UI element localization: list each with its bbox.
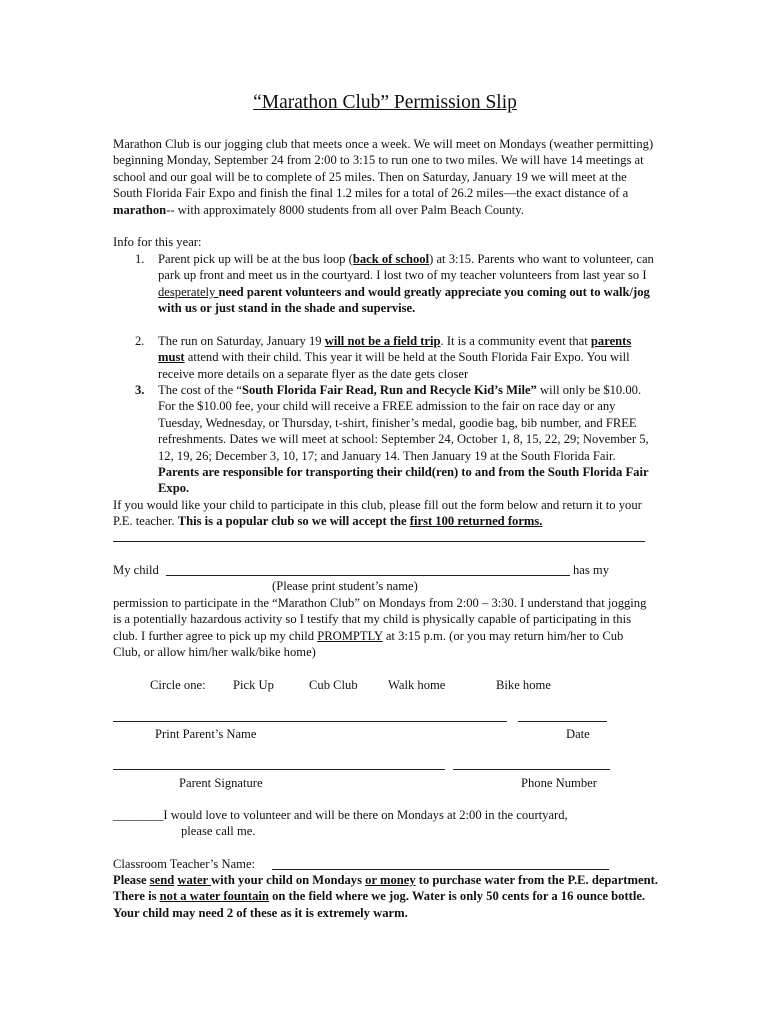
parent-signature-label: Parent Signature bbox=[179, 776, 263, 790]
item-3-bold: South Florida Fair Read, Run and Recycle Kid’s Mile” bbox=[241, 383, 537, 397]
item-2-part: attend with their child. This year it will be held at the South Florida Fair Expo. You will receive more details on a separate flyer as the date gets closer bbox=[158, 350, 630, 381]
water-text: with your child on Mondays bbox=[211, 873, 366, 887]
intro-bold-word: marathon bbox=[113, 202, 167, 217]
item-3-part: The cost of the “ bbox=[158, 383, 242, 397]
item-2-part: . It is a community event that bbox=[440, 334, 591, 348]
item-1-part: Parent pick up will be at the bus loop ( bbox=[158, 252, 353, 266]
item-1-underlined: back of school bbox=[352, 252, 430, 266]
date-label: Date bbox=[566, 727, 590, 741]
signature-field[interactable] bbox=[113, 769, 445, 770]
volunteer-text-2: please call me. bbox=[181, 824, 256, 838]
water-text: on the field where we jog. Water is only 50 cents for a 16 ounce bottle. Your child may need 2 of these as it is extremely warm. bbox=[113, 889, 646, 920]
option-walk-home[interactable]: Walk home bbox=[388, 678, 446, 692]
item-1-number: 1. bbox=[135, 252, 145, 266]
phone-field[interactable] bbox=[453, 769, 610, 770]
phone-label: Phone Number bbox=[521, 776, 597, 790]
classroom-teacher-field[interactable] bbox=[272, 869, 609, 870]
circle-one-label: Circle one: bbox=[150, 678, 206, 692]
my-child-label: My child bbox=[113, 563, 159, 577]
permission-text: permission to participate in the “Marathon Club” on Mondays from 2:00 – 3:30. I understand that jogging is a potentially hazardous activity so I testify that my child is physically capable of participating in this club. I further agree to pick up my child bbox=[113, 596, 647, 643]
volunteer-check-field[interactable]: ________ bbox=[113, 808, 164, 822]
closing-bold-underlined: first 100 returned forms. bbox=[409, 514, 543, 529]
intro-text: Marathon Club is our jogging club that meets once a week. We will meet on Mondays (weather permitting) beginning Monday, September 24 from 2:00 to 3:15 to run one to two miles. We will have 14 meetings at school and our goal will be to complete of 25 miles. Then on Saturday, January 19 we will meet at the South Florida Fair Expo and finish the final 1.2 miles for a total of 26.2 miles—the exact distance of a bbox=[113, 137, 654, 201]
item-2-text bbox=[158, 333, 658, 382]
item-3-bold-2: Parents are responsible for transporting their child(ren) to and from the South Florida Fair Expo. bbox=[158, 465, 649, 496]
item-1-text bbox=[158, 251, 658, 317]
water-underlined: not a water fountain bbox=[159, 889, 269, 904]
student-name-field[interactable] bbox=[166, 575, 570, 576]
closing-text: If you would like your child to participate in this club, please fill out the form below and return it to your P.E. teacher. bbox=[113, 498, 642, 529]
promptly-underlined: PROMPTLY bbox=[317, 628, 383, 643]
item-2-part: The run on Saturday, January 19 bbox=[158, 334, 325, 348]
divider-line bbox=[113, 541, 645, 542]
volunteer-text: I would love to volunteer and will be there on Mondays at 2:00 in the courtyard, bbox=[163, 808, 568, 822]
option-cub-club[interactable]: Cub Club bbox=[309, 678, 358, 692]
info-heading: Info for this year: bbox=[113, 235, 202, 249]
water-paragraph bbox=[113, 872, 661, 921]
item-3-text bbox=[158, 382, 658, 497]
print-parent-label: Print Parent’s Name bbox=[155, 727, 257, 741]
item-1-part: ) at 3:15. Parents who want to volunteer, can park up front and meet us in the courtyard. I lost two of my teacher volunteers from last year so I bbox=[158, 252, 654, 283]
item-2-number: 2. bbox=[135, 334, 145, 348]
item-2-underlined: will not be a field trip bbox=[324, 334, 441, 348]
option-pick-up[interactable]: Pick Up bbox=[233, 678, 274, 692]
closing-paragraph bbox=[113, 497, 661, 530]
classroom-teacher-label: Classroom Teacher’s Name: bbox=[113, 857, 256, 871]
item-1-bold: need parent volunteers and would greatly appreciate you coming out to walk/jog with us or just stand in the shade and supervise. bbox=[158, 284, 650, 316]
item-2-underlined-2: parents must bbox=[158, 334, 632, 365]
parent-name-field[interactable] bbox=[113, 721, 507, 722]
print-student-note: (Please print student’s name) bbox=[272, 579, 418, 593]
closing-bold: This is a popular club so we will accept the bbox=[177, 514, 410, 529]
water-text: Please bbox=[113, 873, 150, 887]
page-title: “Marathon Club” Permission Slip bbox=[253, 92, 517, 113]
permission-paragraph bbox=[113, 595, 653, 661]
has-my-label: has my bbox=[573, 563, 610, 577]
water-underlined: water bbox=[177, 873, 212, 887]
item-3-number: 3. bbox=[135, 383, 145, 397]
intro-paragraph bbox=[113, 136, 658, 218]
date-field[interactable] bbox=[518, 721, 607, 722]
permission-text-end: at 3:15 p.m. (or you may return him/her to Cub Club, or allow him/her walk/bike home) bbox=[113, 628, 624, 660]
option-bike-home[interactable]: Bike home bbox=[496, 678, 551, 692]
water-text: to purchase water from the P.E. department. There is bbox=[113, 873, 658, 904]
water-underlined: or money bbox=[365, 873, 416, 887]
volunteer-line bbox=[113, 807, 568, 823]
intro-text-end: -- with approximately 8000 students from all over Palm Beach County. bbox=[166, 202, 524, 217]
water-underlined: send bbox=[149, 873, 175, 887]
item-1-underlined-2: desperately bbox=[158, 284, 219, 299]
item-3-part: will only be $10.00. For the $10.00 fee, your child will receive a FREE admission to the fair on race day or any Tuesday, Wednesday, or Thursday, t-shirt, finisher’s medal, goodie bag, bib number, and FREE refreshments. Dates we will meet at school: September 24, October 1, 8, 15, 22, 29; November 5, 12, 19, 26; December 3, 10, 17; and January 14. Then January 19 at the South Florida Fair. bbox=[158, 383, 649, 463]
